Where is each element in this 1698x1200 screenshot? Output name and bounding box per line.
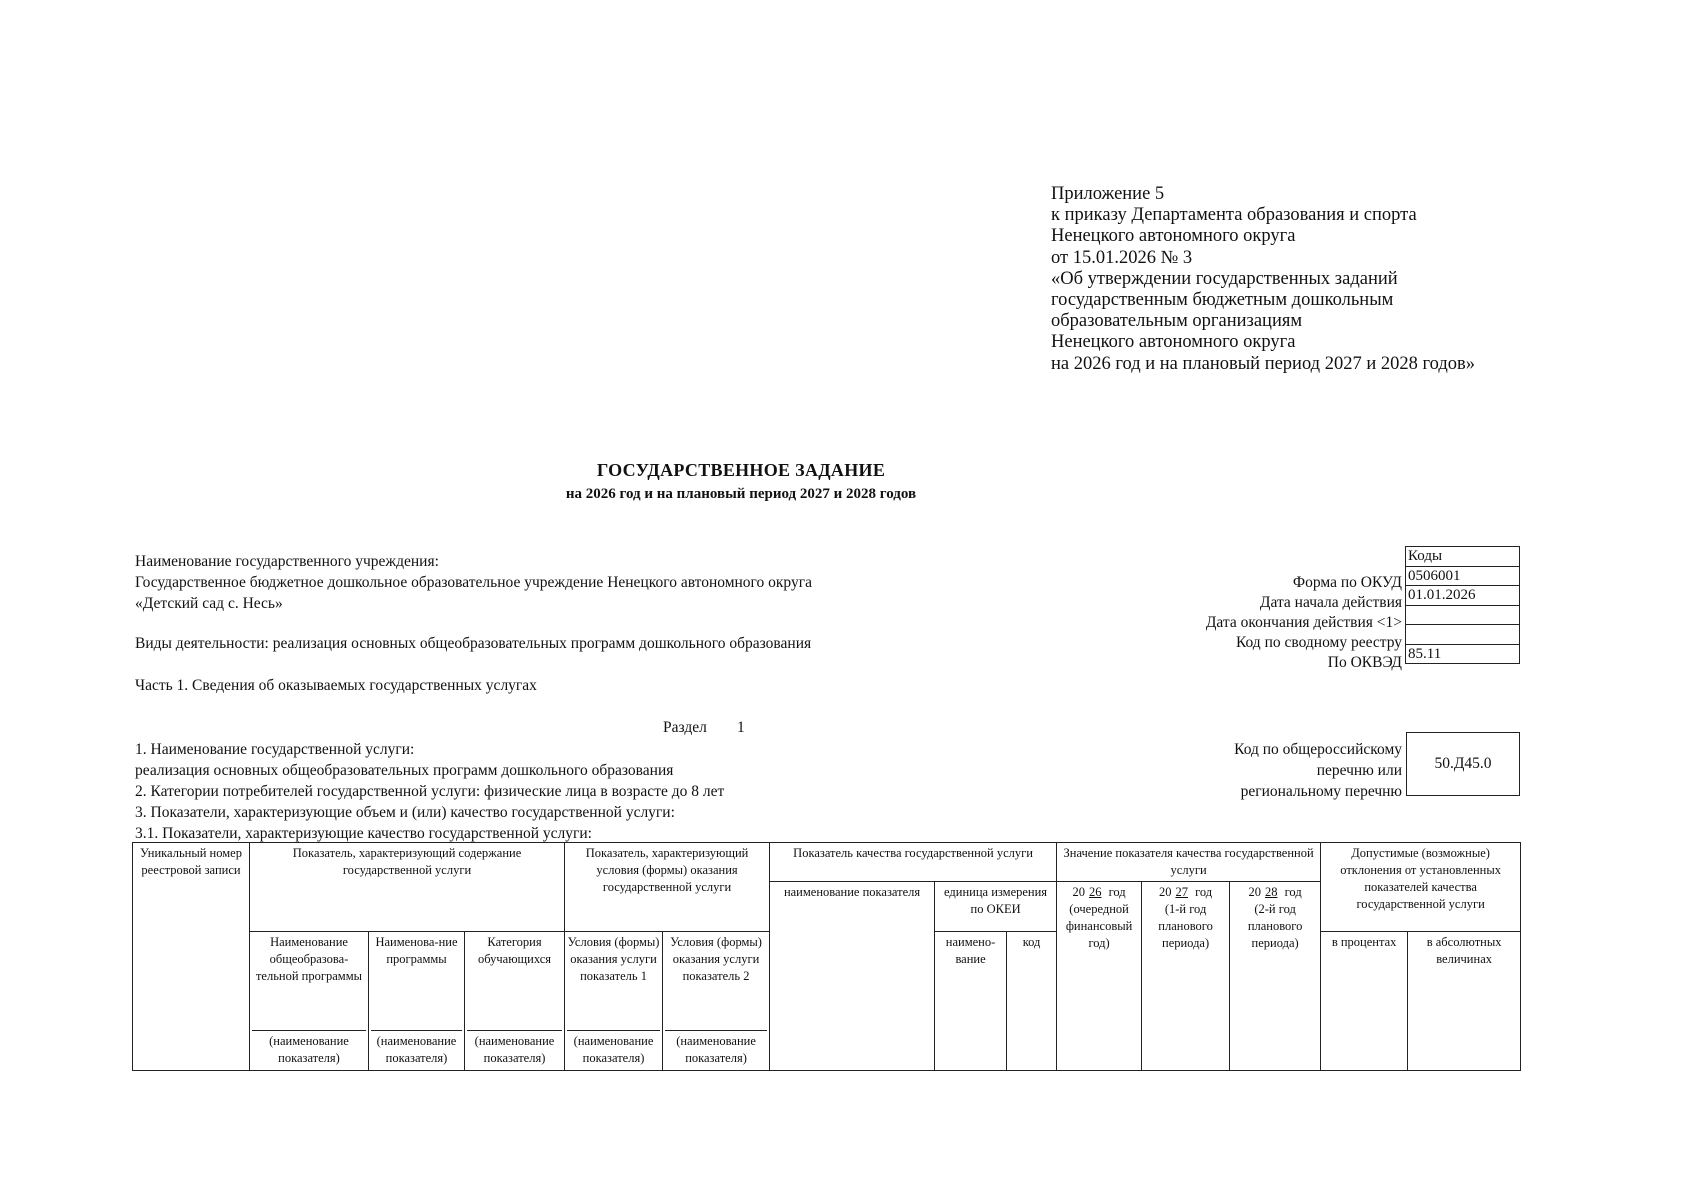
year-word: год [1284,885,1302,899]
codes-header: Коды [1406,547,1520,567]
part-heading: Часть 1. Сведения об оказываемых государственных услугах [135,677,537,694]
quality-indicators-table [132,842,1521,1071]
column-unit-name: наимено-вание [935,932,1007,1071]
activity-types: Виды деятельности: реализация основных общеобразовательных программ дошкольного образования [135,635,812,652]
service-name-label: 1. Наименование государственной услуги: [135,741,415,758]
appendix-line: от 15.01.2026 № 3 [1051,247,1193,268]
code-value-okud: 0506001 [1406,566,1520,586]
column-note: (наименование показателя) [567,1030,660,1067]
appendix-line: Приложение 5 [1051,184,1165,204]
column-program [369,932,465,1071]
appendix-line: «Об утверждении государственных заданий [1051,268,1398,289]
code-label-end-date: Дата окончания действия <1> [1205,614,1402,631]
year-prefix: 20 [1072,885,1085,899]
code-value-end-date [1406,605,1520,625]
column-percent: в процентах [1321,932,1408,1071]
header-quality-values: Значение показателя качества государственной услуги [1057,843,1321,882]
okcode-value: 50.Д45.0 [1434,755,1492,772]
column-note: (наименование показателя) [467,1030,562,1067]
column-title: Категория обучающихся [477,935,552,966]
year-number: 28 [1264,885,1278,899]
year-prefix: 20 [1158,885,1172,899]
column-program-name [250,932,369,1071]
service-name-value: реализация основных общеобразовательных программ дошкольного образования [135,762,674,779]
service-consumers: 2. Категории потребителей государственной услуги: физические лица в возрасте до 8 лет [135,783,725,800]
year-subtitle: (очередной финансовый год) [1065,902,1133,950]
header-content-indicator: Показатель, характеризующий содержание государственной услуги [250,843,565,932]
code-value-registry [1406,625,1520,645]
appendix-line: к приказу Департамента образования и спорта [1051,205,1417,226]
institution-label: Наименование государственного учреждения: [135,553,439,570]
header-indicator-name: наименование показателя [770,882,935,1071]
appendix-line: государственным бюджетным дошкольным [1051,290,1394,311]
okcode-label-3: региональному перечню [1240,783,1402,800]
column-title: Наименова-ние программы [375,935,458,966]
header-conditions-indicator: Показатель, характеризующий условия (формы) оказания государственной услуги [565,843,770,932]
header-unique-number: Уникальный номер реестровой записи [133,843,250,1071]
year-word: год [1108,885,1126,899]
column-absolute: в абсолютных величинах [1408,932,1521,1071]
section-label: Раздел [663,719,707,736]
header-year-2026 [1057,882,1142,1071]
document-title: ГОСУДАРСТВЕННОЕ ЗАДАНИЕ [596,460,886,480]
column-unit-code: код [1007,932,1057,1071]
header-allowed-deviation: Допустимые (возможные) отклонения от установленных показателей качества государственной услуги [1321,843,1521,932]
year-number: 26 [1088,885,1102,899]
appendix-block [1051,184,1475,375]
okcode-value-box [1406,732,1520,796]
column-note: (наименование показателя) [252,1030,366,1067]
service-quality: 3.1. Показатели, характеризующие качество государственной услуги: [135,825,592,842]
appendix-line: Ненецкого автономного округа [1051,226,1296,247]
year-word: год [1195,885,1213,899]
header-year-2028 [1230,882,1321,1071]
year-subtitle: (2-й год планового периода) [1247,902,1303,950]
column-category [465,932,565,1071]
header-year-2027 [1142,882,1230,1071]
column-title: Наименование общеобразова-тельной программы [255,935,363,983]
code-label-start-date: Дата начала действия [1259,594,1402,611]
service-indicators: 3. Показатели, характеризующие объем и (или) качество государственной услуги: [135,804,675,821]
column-condition-1 [565,932,663,1071]
code-value-okved: 85.11 [1406,644,1520,664]
codes-table [1405,546,1520,664]
okcode-label-1: Код по общероссийскому [1234,741,1402,758]
code-value-start-date: 01.01.2026 [1406,586,1520,606]
column-note: (наименование показателя) [665,1030,767,1067]
institution-name: Государственное бюджетное дошкольное образовательное учреждение Ненецкого автономного округа [135,574,812,591]
column-title: Условия (формы) оказания услуги показатель 2 [670,935,762,983]
section-number: 1 [737,719,745,736]
code-label-okud: Форма по ОКУД [1292,574,1402,591]
code-label-registry: Код по сводному реестру [1235,634,1402,651]
document-subtitle: на 2026 год и на плановый период 2027 и 2028 годов [565,486,917,502]
year-subtitle: (1-й год планового периода) [1158,902,1213,950]
column-title: Условия (формы) оказания услуги показатель 1 [567,935,660,983]
column-condition-2 [663,932,770,1071]
appendix-line: Ненецкого автономного округа [1051,332,1296,353]
okcode-label-2: перечню или [1316,762,1402,779]
appendix-line: на 2026 год и на плановый период 2027 и 2028 годов» [1051,353,1475,374]
year-number: 27 [1175,885,1188,899]
institution-name-short: «Детский сад с. Несь» [135,595,283,612]
appendix-line: образовательным организациям [1051,311,1303,332]
year-prefix: 20 [1248,885,1261,899]
header-unit-okei: единица измерения по ОКЕИ [935,882,1057,932]
header-quality-indicator: Показатель качества государственной услуги [770,843,1057,882]
code-label-okved: По ОКВЭД [1327,654,1402,671]
column-note: (наименование показателя) [371,1030,462,1067]
